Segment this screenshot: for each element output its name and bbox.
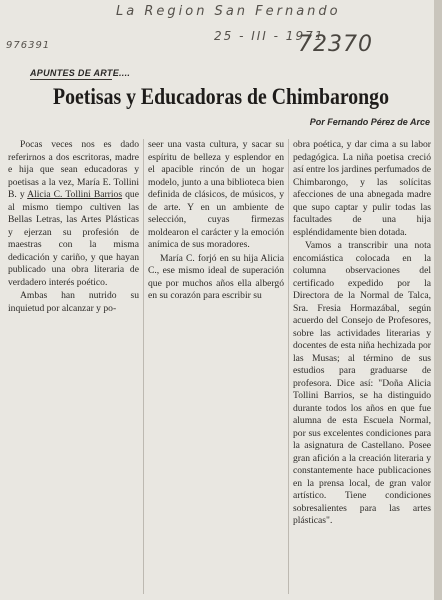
underlined-name: Alicia C. Tollini Barrios <box>27 189 123 200</box>
paragraph <box>8 139 139 289</box>
paragraph: seer una vasta cultura, y sacar su espíritu de belleza y esplendor en el apacible rincón de un hogar modelo, junto a una biblioteca bien definida de clásicos, de músicos, y de arte. Y en un ambiente de selección, cuyas firmezas moldearon el carácter y la emoción anímica de sus moradores. <box>148 139 284 250</box>
paragraph: María C. forjó en su hija Alicia C., ese mismo ideal de superación que por muchos años ella albergó en su corazón para escribir su <box>148 252 284 301</box>
column-divider <box>143 139 144 594</box>
paragraph: Vamos a transcribir una nota encomiástica colocada en la columna observaciones del certificado expedido por la Directora de la Normal de Talca, Sra. Fresia Hormazábal, según acuerdo del Consejo de Profesores, sobre las actividades literarias y docentes de esta niña hechizada por las Musas; al término de sus estudios para graduarse de profesora. Dice así: "Doña Alicia Tollini Barrios, se ha distinguido durante todos los años en que fue alumna de esta Escuela Normal, por sus excelentes condiciones para la asignatura de Castellano. Posee gran afición a la creación literaria y constantemente hace publicaciones en la prensa local, de gran valor artístico. Tiene condiciones sobresalientes para las artes plásticas". <box>293 240 431 526</box>
paragraph-text: que al mismo tiempo cultiven las Bellas Letras, las Artes Plásticas y ejerzan su profesión de maestras con la misma dedicación y cariño, y que hayan publicado una obra literaria de verdadero interés poético. <box>8 189 139 288</box>
handwritten-source-note: La Region San Fernando <box>116 4 341 19</box>
kicker-underline <box>30 79 112 80</box>
paragraph: Ambas han nutrido su inquietud por alcanzar y po- <box>8 290 139 314</box>
column-divider <box>288 139 289 594</box>
clipping-edge <box>434 0 442 600</box>
paragraph: obra poética, y dar cima a su labor pedagógica. La niña poetisa creció así entre los jardines perfumados de Chimbarongo, y las solícitas afecciones de una abnegada madre que supo captar y pulir todas las facultades de una hija espléndidamente bien dotada. <box>293 139 431 238</box>
section-kicker: APUNTES DE ARTE.... <box>30 68 131 78</box>
article-column-3 <box>293 139 431 528</box>
article-headline: Poetisas y Educadoras de Chimbarongo <box>53 84 389 109</box>
article-byline: Por Fernando Pérez de Arce <box>309 117 430 127</box>
handwritten-date-note: 25 - III - 1971 <box>214 29 325 43</box>
article-column-1 <box>8 139 139 315</box>
paragraph-text: Pocas veces nos es dado referirnos a dos escritoras, madre e hija que sean educadoras y poetisas a la vez, María E. Tollini B. y <box>8 139 139 200</box>
article-column-2 <box>148 139 284 303</box>
handwritten-corner-note: 976391 <box>6 40 51 51</box>
handwritten-catalog-code: 72370 <box>298 32 373 57</box>
